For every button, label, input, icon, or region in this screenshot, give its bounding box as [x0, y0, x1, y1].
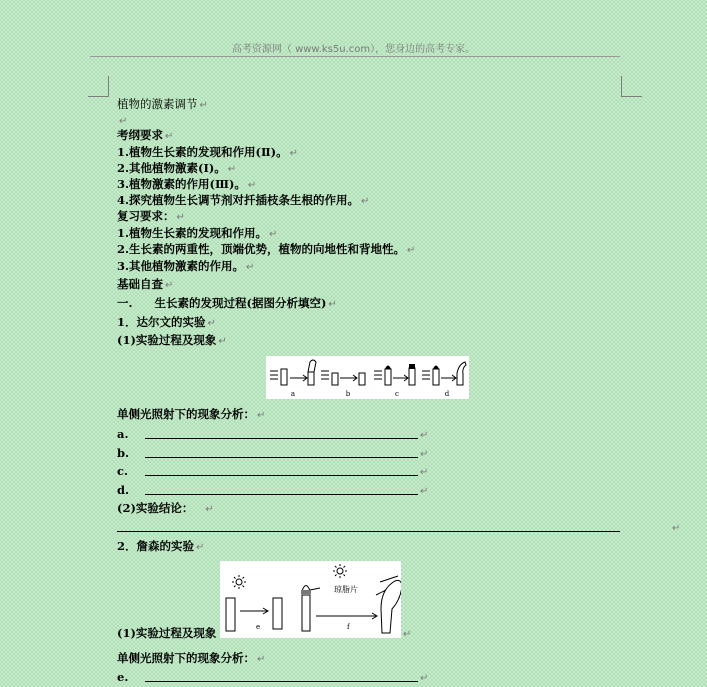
paragraph-mark: ↵ [165, 131, 174, 142]
paragraph-mark: ↵ [205, 504, 214, 515]
paragraph-mark: ↵ [420, 467, 429, 478]
figure2-label-f: f [347, 623, 350, 631]
paragraph-mark: ↵ [672, 523, 681, 534]
review-3: 3.其他植物激素的作用。 ↵ [117, 259, 255, 273]
paragraph-mark: ↵ [176, 212, 185, 223]
figure1-label-c: c [395, 390, 399, 398]
jensen-process-mark [401, 626, 411, 642]
section-1-heading: 一. 生长素的发现过程(据图分析填空) ↵ [117, 296, 337, 310]
blank-a-label: a. [117, 427, 129, 441]
paragraph-mark: ↵ [269, 229, 278, 240]
blank-e-label: e. [117, 670, 129, 684]
blank-c-label: c. [117, 464, 129, 478]
jensen-process: (1)实验过程及现象 [117, 626, 217, 640]
blank-e-mark [418, 670, 428, 686]
darwin-process: (1)实验过程及现象 ↵ [117, 333, 227, 347]
blank-line-a [145, 438, 418, 439]
paragraph-mark: ↵ [119, 116, 128, 127]
paragraph-mark: ↵ [420, 486, 429, 497]
conclusion-mark [670, 520, 680, 536]
paragraph-mark: ↵ [361, 196, 370, 207]
paragraph-mark: ↵ [403, 629, 412, 640]
paragraph-mark: ↵ [207, 318, 216, 329]
crop-mark-right [621, 76, 642, 97]
requirement-2: 2.其他植物激素(Ⅰ)。 ↵ [117, 161, 237, 175]
jensen-heading: 2．詹森的实验 ↵ [117, 539, 205, 553]
darwin-figure-svg [266, 356, 469, 399]
requirements-heading: 考纲要求 ↵ [117, 128, 174, 142]
requirement-3: 3.植物激素的作用(Ⅲ)。 ↵ [117, 177, 257, 191]
blank-b-label: b. [117, 446, 130, 460]
analysis-heading-2: 单侧光照射下的现象分析： ↵ [117, 651, 266, 665]
blank-d-mark [418, 483, 428, 499]
paragraph-mark: ↵ [328, 299, 337, 310]
paragraph-mark: ↵ [218, 336, 227, 347]
agar-label: 琼脂片 [334, 585, 358, 594]
requirement-1: 1.植物生长素的发现和作用(Ⅱ)。 ↵ [117, 145, 298, 159]
doc-title: 植物的激素调节 ↵ [117, 97, 208, 111]
paragraph-mark: ↵ [196, 542, 205, 553]
jensen-experiment-figure [220, 561, 401, 638]
conclusion-blank-line [117, 531, 620, 532]
paragraph-mark: ↵ [289, 148, 298, 159]
review-2: 2.生长素的两重性，顶端优势，植物的向地性和背地性。 ↵ [117, 242, 416, 256]
paragraph-mark: ↵ [165, 280, 174, 291]
analysis-heading-1: 单侧光照射下的现象分析： ↵ [117, 407, 266, 421]
blank-line-c [145, 475, 418, 476]
blank-line-e [145, 681, 418, 682]
blank-line-b [145, 457, 418, 458]
page-header: 高考资源网（ www.ks5u.com），您身边的高考专家。 [231, 44, 476, 55]
review-heading: 复习要求： ↵ [117, 209, 185, 223]
crop-mark-left [88, 76, 109, 97]
paragraph-mark: ↵ [246, 262, 255, 273]
paragraph-mark: ↵ [247, 180, 257, 191]
empty-paragraph [117, 113, 127, 129]
paragraph-mark: ↵ [257, 410, 266, 421]
paragraph-mark: ↵ [257, 654, 266, 665]
blank-a-mark [418, 427, 428, 443]
paragraph-mark: ↵ [420, 673, 429, 684]
figure2-label-e: e [256, 623, 261, 631]
darwin-conclusion: (2)实验结论： ↵ [117, 501, 214, 515]
paragraph-mark: ↵ [199, 100, 208, 111]
requirement-4: 4.探究植物生长调节剂对扦插枝条生根的作用。 ↵ [117, 193, 370, 207]
header-rule [90, 56, 620, 57]
figure1-label-d: d [444, 390, 450, 398]
darwin-heading: 1．达尔文的实验 ↵ [117, 315, 216, 329]
basic-heading: 基础自查 ↵ [117, 277, 174, 291]
paragraph-mark: ↵ [420, 449, 429, 460]
darwin-experiment-figure [266, 356, 469, 399]
blank-b-mark [418, 446, 428, 462]
figure1-label-a: a [290, 390, 296, 398]
blank-d-label: d. [117, 483, 130, 497]
blank-line-d [145, 494, 418, 495]
paragraph-mark: ↵ [420, 430, 429, 441]
review-1: 1.植物生长素的发现和作用。 ↵ [117, 226, 278, 240]
section-1-number: 一. [117, 296, 133, 310]
jensen-figure-svg [220, 561, 401, 638]
paragraph-mark: ↵ [407, 245, 416, 256]
figure1-label-b: b [345, 390, 351, 398]
blank-c-mark [418, 464, 428, 480]
paragraph-mark: ↵ [227, 164, 237, 175]
